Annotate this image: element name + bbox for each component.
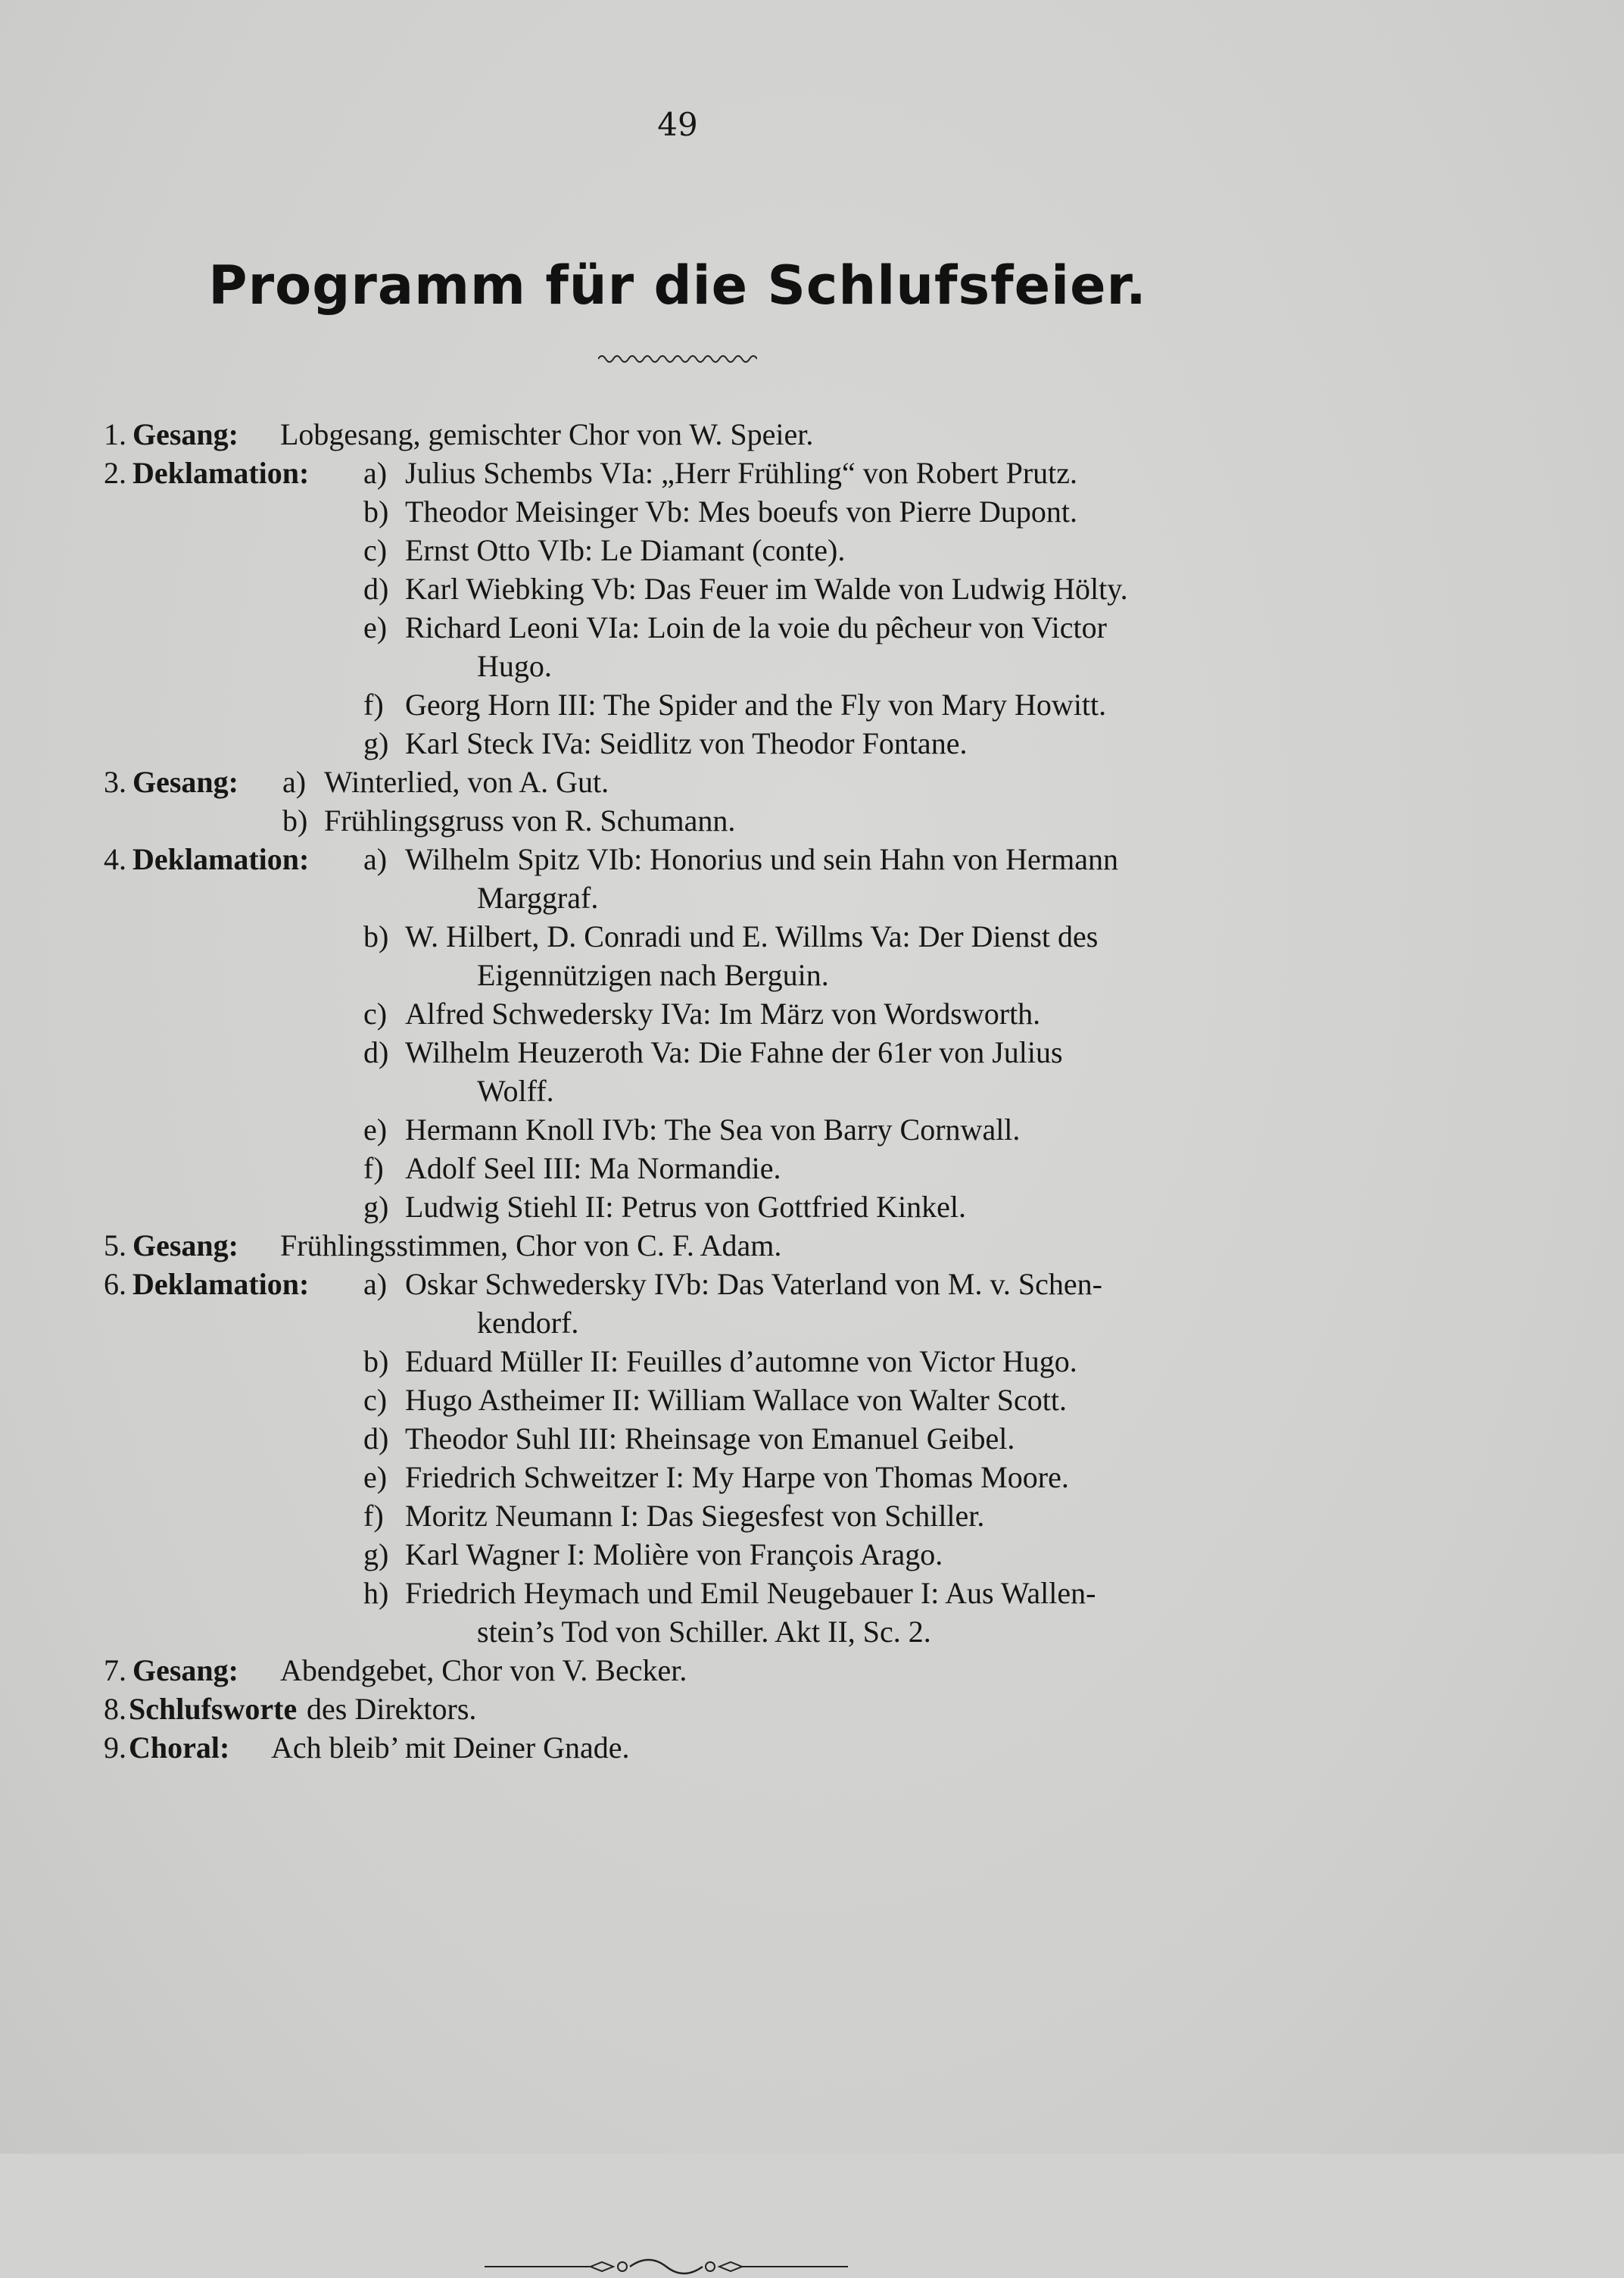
page-number: 49 [657, 106, 698, 143]
item-kind: Deklamation: [132, 842, 310, 876]
entry-text-continued: Marggraf. [477, 881, 599, 915]
entry-label: e) [363, 1112, 388, 1147]
entry-label: d) [363, 572, 389, 606]
entry-text: Ludwig Stiehl II: Petrus von Gottfried Kinkel. [405, 1190, 967, 1224]
entry-text: Karl Wiebking Vb: Das Feuer im Walde von Ludwig Hölty. [405, 572, 1128, 606]
program-line [0, 724, 1624, 763]
program-line [0, 994, 1624, 1033]
program-line [0, 608, 1624, 647]
entry-label: g) [363, 726, 389, 760]
entry-label: d) [363, 1421, 389, 1456]
entry-text: Julius Schembs VIa: „Herr Frühling“ von Robert Prutz. [405, 456, 1078, 490]
program-line [0, 1651, 1624, 1690]
program-line [0, 1612, 1624, 1651]
item-number: 7. [104, 1653, 126, 1687]
entry-text: Ernst Otto VIb: Le Diamant (conte). [405, 533, 846, 567]
entry-label: a) [282, 765, 307, 799]
program-line [0, 1303, 1624, 1342]
program-line [0, 1728, 1624, 1767]
entry-text: Theodor Meisinger Vb: Mes boeufs von Pierre Dupont. [405, 495, 1078, 529]
program-line [0, 647, 1624, 685]
entry-text: Theodor Suhl III: Rheinsage von Emanuel Geibel. [405, 1421, 1015, 1456]
item-kind: Gesang: [132, 417, 238, 451]
program-line [0, 570, 1624, 608]
item-number: 3. [104, 765, 126, 799]
program-line [0, 801, 1624, 840]
program-line [0, 1187, 1624, 1226]
entry-label: b) [282, 804, 308, 838]
item-number: 5. [104, 1228, 126, 1262]
program-line [0, 492, 1624, 531]
entry-text: Adolf Seel III: Ma Normandie. [405, 1151, 781, 1185]
program-line [0, 1690, 1624, 1728]
entry-label: b) [363, 1344, 389, 1378]
entry-text: Friedrich Schweitzer I: My Harpe von Thomas Moore. [405, 1460, 1069, 1494]
entry-text: Ach bleib’ mit Deiner Gnade. [271, 1730, 630, 1765]
entry-label: c) [363, 533, 388, 567]
entry-label: a) [363, 456, 388, 490]
entry-label: c) [363, 1383, 388, 1417]
entry-label: b) [363, 495, 389, 529]
entry-label: a) [363, 842, 388, 876]
entry-label: a) [363, 1267, 388, 1301]
program-line [0, 956, 1624, 994]
program-line [0, 415, 1624, 454]
program-line [0, 1381, 1624, 1419]
entry-text: Lobgesang, gemischter Chor von W. Speier. [280, 417, 814, 451]
program-line [0, 1072, 1624, 1110]
entry-text: Wilhelm Spitz VIb: Honorius und sein Hahn von Hermann [405, 842, 1118, 876]
item-kind: Deklamation: [132, 1267, 310, 1301]
end-ornament [485, 2255, 848, 2278]
entry-label: g) [363, 1537, 389, 1571]
entry-label: e) [363, 1460, 388, 1494]
item-number: 6. [104, 1267, 126, 1301]
entry-label: f) [363, 1151, 384, 1185]
entry-text: Alfred Schwedersky IVa: Im März von Wordsworth. [405, 997, 1041, 1031]
entry-text: Oskar Schwedersky IVb: Das Vaterland von M. v. Schen- [405, 1267, 1102, 1301]
entry-text: Karl Steck IVa: Seidlitz von Theodor Fontane. [405, 726, 968, 760]
entry-text: Frühlingsgruss von R. Schumann. [324, 804, 736, 838]
item-number: 2. [104, 456, 126, 490]
item-kind: Deklamation: [132, 456, 310, 490]
entry-label: g) [363, 1190, 389, 1224]
item-kind: Gesang: [132, 765, 238, 799]
program-line [0, 840, 1624, 878]
entry-label: b) [363, 919, 389, 953]
entry-text-continued: Wolff. [477, 1074, 554, 1108]
entry-text: des Direktors. [307, 1692, 477, 1726]
item-number: 1. [104, 417, 126, 451]
page-title: Programm für die Schlufsfeier. [208, 254, 1147, 317]
program-line [0, 1342, 1624, 1381]
program-line [0, 454, 1624, 492]
program-line [0, 685, 1624, 724]
entry-text: Hugo Astheimer II: William Wallace von Walter Scott. [405, 1383, 1067, 1417]
entry-label: e) [363, 610, 388, 644]
program-line [0, 1419, 1624, 1458]
entry-label: c) [363, 997, 388, 1031]
entry-text: Abendgebet, Chor von V. Becker. [280, 1653, 687, 1687]
program-list [0, 415, 1624, 1767]
program-line [0, 1226, 1624, 1265]
entry-text-continued: kendorf. [477, 1306, 579, 1340]
entry-text: Hermann Knoll IVb: The Sea von Barry Cornwall. [405, 1112, 1021, 1147]
entry-label: f) [363, 1499, 384, 1533]
entry-text: Friedrich Heymach und Emil Neugebauer I: Aus Wallen- [405, 1576, 1096, 1610]
item-kind: Choral: [129, 1730, 230, 1765]
entry-text: Eduard Müller II: Feuilles d’automne von Victor Hugo. [405, 1344, 1077, 1378]
title-ornament-wave [598, 350, 757, 368]
item-kind: Schlufsworte [129, 1692, 298, 1726]
entry-text: W. Hilbert, D. Conradi und E. Willms Va: Der Dienst des [405, 919, 1099, 953]
item-number: 8. [104, 1692, 126, 1726]
item-kind: Gesang: [132, 1228, 238, 1262]
program-line [0, 1574, 1624, 1612]
program-line [0, 1496, 1624, 1535]
item-kind: Gesang: [132, 1653, 238, 1687]
program-line [0, 1458, 1624, 1496]
program-line [0, 1110, 1624, 1149]
program-line [0, 1265, 1624, 1303]
program-line [0, 917, 1624, 956]
item-number: 9. [104, 1730, 126, 1765]
entry-label: f) [363, 688, 384, 722]
entry-label: d) [363, 1035, 389, 1069]
program-line [0, 531, 1624, 570]
entry-text: Moritz Neumann I: Das Siegesfest von Schiller. [405, 1499, 985, 1533]
entry-text: Winterlied, von A. Gut. [324, 765, 609, 799]
program-line [0, 878, 1624, 917]
item-number: 4. [104, 842, 126, 876]
program-line [0, 1535, 1624, 1574]
entry-text: Karl Wagner I: Molière von François Arago. [405, 1537, 943, 1571]
entry-text: Richard Leoni VIa: Loin de la voie du pêcheur von Victor [405, 610, 1107, 644]
entry-text: Wilhelm Heuzeroth Va: Die Fahne der 61er von Julius [405, 1035, 1063, 1069]
entry-text: Georg Horn III: The Spider and the Fly von Mary Howitt. [405, 688, 1107, 722]
program-line [0, 1033, 1624, 1072]
entry-text-continued: Hugo. [477, 649, 552, 683]
program-line [0, 763, 1624, 801]
entry-text-continued: stein’s Tod von Schiller. Akt II, Sc. 2. [477, 1615, 931, 1649]
program-line [0, 1149, 1624, 1187]
entry-label: h) [363, 1576, 389, 1610]
entry-text: Frühlingsstimmen, Chor von C. F. Adam. [280, 1228, 782, 1262]
entry-text-continued: Eigennützigen nach Berguin. [477, 958, 829, 992]
